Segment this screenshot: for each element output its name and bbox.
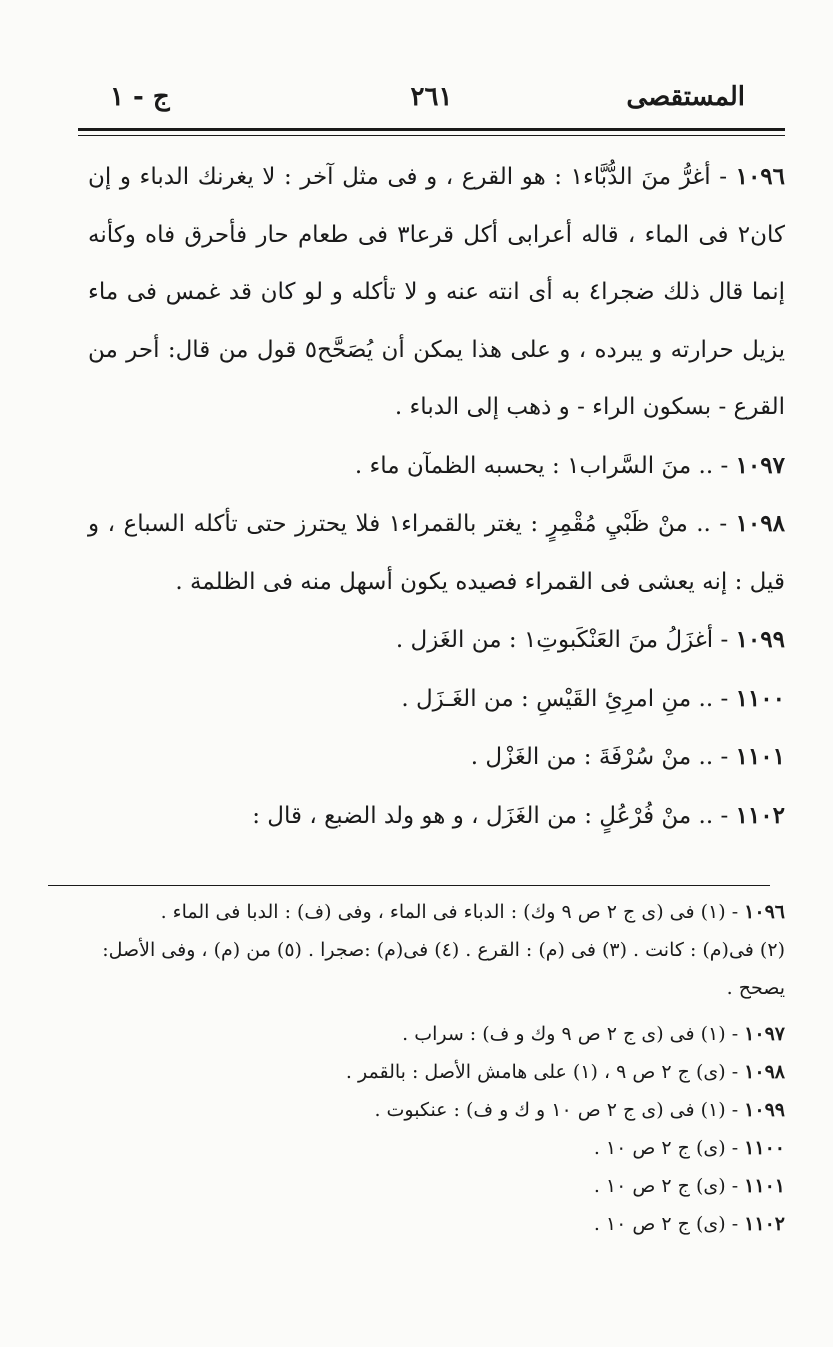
footnote-text: - (ى) ج ٢ ص ٩ ، (١) على هامش الأصل : بالقمر . bbox=[345, 1061, 745, 1083]
proverb-entry bbox=[88, 611, 785, 670]
footnote-text: (٢) فى(م) : كانت . (٣) فى (م) : القرع . (٤) فى(م) :صجرا . (٥) من (م) ، وفى الأصل: يصحح . bbox=[102, 939, 785, 999]
footnote-number: ١٠٩٨ bbox=[744, 1061, 785, 1083]
running-title: المستقصى bbox=[626, 82, 745, 112]
header-rule-thin bbox=[78, 135, 785, 136]
entry-text: - أغزَلُ منَ العَنْكَبوتِ١ : من الغَزل . bbox=[395, 627, 736, 653]
footnote-number: ١٠٩٦ bbox=[744, 901, 785, 923]
footnote-separator bbox=[48, 885, 770, 886]
footnote bbox=[88, 1205, 785, 1243]
footnote-text: - (ى) ج ٢ ص ١٠ . bbox=[593, 1213, 745, 1235]
footnote bbox=[88, 1053, 785, 1091]
footnote-number: ١١٠٢ bbox=[744, 1213, 785, 1235]
footnote-text: - (١) فى (ى ج ٢ ص ٩ وك و ف) : سراب . bbox=[402, 1023, 745, 1045]
footnote-number: ١٠٩٩ bbox=[744, 1099, 785, 1121]
entry-text: - .. منْ سُرْفَةَ : من الغَزْل . bbox=[470, 744, 736, 770]
footnote-text: - (١) فى (ى ج ٢ ص ١٠ و ك و ف) : عنكبوت . bbox=[374, 1099, 745, 1121]
running-header bbox=[78, 82, 785, 122]
footnote bbox=[88, 893, 785, 931]
footnote bbox=[88, 1091, 785, 1129]
entry-number: ١٠٩٩ bbox=[735, 626, 785, 653]
footnote-number: ١١٠١ bbox=[744, 1175, 785, 1197]
proverb-entry bbox=[88, 148, 785, 437]
entry-text: - .. منْ ظَبْيِ مُقْمِرٍ : يغتر بالقمراء١ فلا يحترز حتى تأكله السباع ، و قيل : إنه يعشى فى القمراء فصيده يكون أسهل منه فى الظلمة . bbox=[88, 511, 785, 595]
footnote-text: - (ى) ج ٢ ص ١٠ . bbox=[593, 1137, 745, 1159]
entry-number: ١٠٩٦ bbox=[735, 163, 786, 190]
proverb-entry bbox=[88, 437, 785, 496]
proverb-entry bbox=[88, 670, 785, 729]
page-number: ٢٦١ bbox=[410, 82, 453, 112]
footnote bbox=[88, 1167, 785, 1205]
proverb-entry bbox=[88, 495, 785, 611]
entry-text: - .. منِ امرِئِ القَيْسِ : من الغَـزَل . bbox=[401, 685, 736, 712]
entry-text: - أغرُّ منَ الدُّبَّاء١ : هو القرع ، و فى مثل آخر : لا يغرنك الدباء و إن كان٢ فى الماء ، قاله أعرابى أكل قرعا٣ فى طعام حار فأحرق فاه وكأنه إنما قال ذلك ضجرا٤ به أى انته عنه و لا تأكله و لو كان قد غمس فى ماء يزيل حرارته و يبرده ، و على هذا يمكن أن يُصَحَّح٥ قول من قال: أحر من القرع - بسكون الراء - و ذهب إلى الدباء . bbox=[88, 164, 786, 420]
main-text bbox=[88, 148, 785, 845]
footnotes bbox=[88, 893, 785, 1243]
entry-number: ١٠٩٨ bbox=[735, 510, 785, 537]
entry-number: ١١٠٠ bbox=[735, 684, 785, 712]
footnote-text: - (١) فى (ى ج ٢ ص ٩ وك) : الدباء فى الماء ، وفى (ف) : الدبا فى الماء . bbox=[160, 901, 745, 923]
entry-text: - .. منْ فُرْعُلٍ : من الغَزَل ، و هو ولد الضبع ، قال : bbox=[252, 802, 736, 829]
header-rule-thick bbox=[78, 128, 785, 131]
proverb-entry bbox=[88, 787, 785, 846]
entry-number: ١١٠٢ bbox=[735, 801, 785, 829]
footnote bbox=[88, 1015, 785, 1053]
footnote bbox=[88, 931, 785, 1007]
footnote-number: ١٠٩٧ bbox=[744, 1023, 785, 1045]
entry-text: - .. منَ السَّراب١ : يحسبه الظمآن ماء . bbox=[354, 452, 736, 479]
entry-number: ١٠٩٧ bbox=[735, 451, 785, 479]
footnote bbox=[88, 1129, 785, 1167]
footnote-text: - (ى) ج ٢ ص ١٠ . bbox=[593, 1175, 745, 1197]
proverb-entry bbox=[88, 728, 785, 787]
footnote-number: ١١٠٠ bbox=[744, 1137, 785, 1159]
entry-number: ١١٠١ bbox=[735, 743, 785, 770]
volume-label: ج - ١ bbox=[110, 82, 170, 112]
